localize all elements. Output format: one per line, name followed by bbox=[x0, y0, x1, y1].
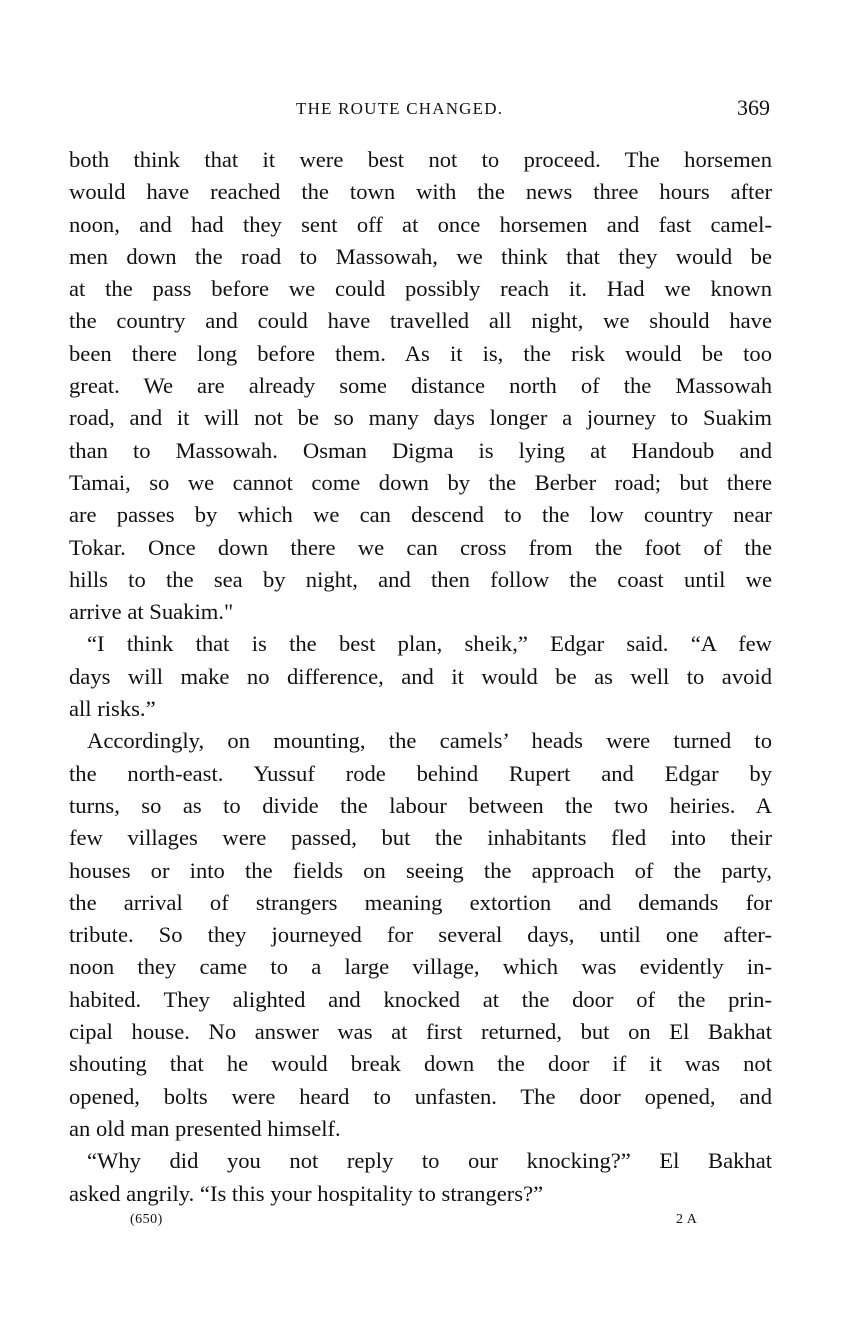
text-line: few villages were passed, but the inhabitants fled into their bbox=[69, 825, 772, 851]
text-line: hills to the sea by night, and then follow the coast until we bbox=[69, 566, 772, 592]
text-line: Tamai, so we cannot come down by the Berber road; but there bbox=[69, 469, 772, 495]
text-line: “Why did you not reply to our knocking?” El Bakhat bbox=[87, 1148, 772, 1174]
text-line: tribute. So they journeyed for several days, until one after- bbox=[69, 922, 772, 948]
text-line: all risks.” bbox=[69, 696, 156, 722]
printer-signature-line bbox=[0, 1208, 845, 1232]
text-line: the country and could have travelled all night, we should have bbox=[69, 308, 772, 334]
text-line: asked angrily. “Is this your hospitality to strangers?” bbox=[69, 1180, 544, 1206]
text-line: an old man presented himself. bbox=[69, 1115, 341, 1141]
text-line: opened, bolts were heard to unfasten. The door opened, and bbox=[69, 1083, 772, 1109]
paragraph-3 bbox=[69, 725, 772, 1145]
text-line: cipal house. No answer was at first returned, but on El Bakhat bbox=[69, 1019, 772, 1045]
text-line: both think that it were best not to proceed. The horsemen bbox=[69, 147, 772, 172]
text-line: great. We are already some distance north of the Massowah bbox=[69, 373, 772, 399]
text-line: arrive at Suakim." bbox=[69, 599, 234, 625]
text-line: the arrival of strangers meaning extortion and demands for bbox=[69, 889, 772, 915]
text-line: Accordingly, on mounting, the camels’ heads were turned to bbox=[87, 728, 772, 754]
text-line: than to Massowah. Osman Digma is lying at Handoub and bbox=[69, 437, 772, 463]
text-line: been there long before them. As it is, the risk would be too bbox=[69, 340, 772, 366]
text-line: noon they came to a large village, which was evidently in- bbox=[69, 954, 772, 980]
text-line: men down the road to Massowah, we think that they would be bbox=[69, 243, 772, 269]
text-line: noon, and had they sent off at once horsemen and fast camel- bbox=[69, 211, 772, 237]
text-line: road, and it will not be so many days longer a journey to Suakim bbox=[69, 405, 772, 431]
page-number: 369 bbox=[737, 95, 770, 120]
text-line: shouting that he would break down the door if it was not bbox=[69, 1051, 772, 1077]
text-line: “I think that is the best plan, sheik,” Edgar said. “A few bbox=[87, 631, 772, 657]
text-line: are passes by which we can descend to the low country near bbox=[69, 502, 772, 528]
text-line: houses or into the fields on seeing the approach of the party, bbox=[69, 857, 772, 883]
body-text bbox=[69, 144, 772, 1210]
running-title: THE ROUTE CHANGED. bbox=[296, 99, 504, 118]
running-head bbox=[0, 95, 845, 125]
text-line: the north-east. Yussuf rode behind Rupert and Edgar by bbox=[69, 760, 772, 786]
paragraph-4 bbox=[69, 1145, 772, 1210]
text-line: habited. They alighted and knocked at the door of the prin- bbox=[69, 986, 772, 1012]
text-line: Tokar. Once down there we can cross from the foot of the bbox=[69, 534, 772, 560]
text-line: days will make no difference, and it would be as well to avoid bbox=[69, 663, 772, 689]
text-line: at the pass before we could possibly reach it. Had we known bbox=[69, 276, 772, 302]
sheet-number: (650) bbox=[130, 1212, 163, 1227]
text-line: turns, so as to divide the labour between the two heiries. A bbox=[69, 792, 772, 818]
signature-mark: 2 A bbox=[676, 1212, 698, 1227]
paragraph-2 bbox=[69, 628, 772, 725]
text-line: would have reached the town with the news three hours after bbox=[69, 179, 772, 205]
paragraph-1 bbox=[69, 144, 772, 628]
